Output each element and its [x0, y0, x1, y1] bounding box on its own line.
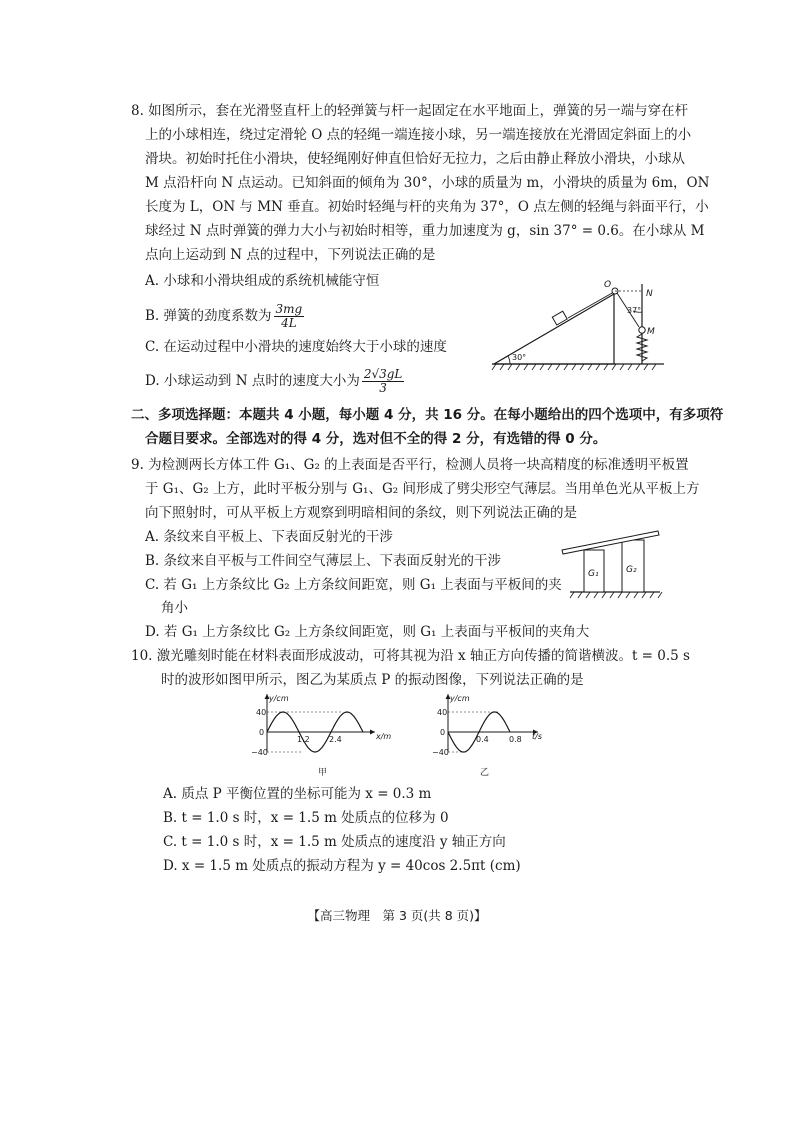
jia-caption: 甲: [318, 768, 328, 778]
section-2-heading-line-2: 合题目要求。全部选对的得 4 分，选对但不全的得 2 分，有选错的得 0 分。: [145, 431, 607, 447]
fraction-numerator: 2√3gL: [363, 367, 403, 381]
q8-option-c: C. 在运动过程中小滑块的速度始终大于小球的速度: [145, 339, 447, 355]
jia-y-bottom: −40: [251, 748, 268, 757]
q8-incline-figure: [488, 280, 668, 372]
section-2-heading-line-1: 二、多项选择题：本题共 4 小题，每小题 4 分，共 16 分。在每小题给出的四个选项中，有多项符: [131, 407, 724, 423]
q10-option-d: D. x = 1.5 m 处质点的振动方程为 y = 40cos 2.5πt (cm): [163, 858, 521, 874]
jia-tick-1: 1.2: [297, 735, 310, 744]
q8-line-3: 滑块。初始时托住小滑块，使轻绳刚好伸直但恰好无拉力，之后由静止释放小滑块，小球从: [145, 151, 685, 167]
fraction-numerator: 3mg: [275, 302, 303, 316]
rope-left: [568, 292, 614, 318]
yi-caption: 乙: [480, 768, 490, 778]
q9-option-b: B. 条纹来自平板与工件间空气薄层上、下表面反射光的干涉: [145, 553, 502, 569]
yi-y-zero: 0: [440, 728, 446, 737]
jia-ylabel: y/cm: [269, 694, 289, 703]
q10-option-b: B. t = 1.0 s 时，x = 1.5 m 处质点的位移为 0: [163, 810, 449, 826]
fraction-denominator: 4L: [281, 316, 297, 330]
q9-option-a: A. 条纹来自平板上、下表面反射光的干涉: [145, 529, 393, 545]
q9-option-d: D. 若 G₁ 上方条纹比 G₂ 上方条纹间距宽，则 G₁ 上表面与平板间的夹角大: [145, 624, 590, 640]
jia-y-zero: 0: [259, 728, 265, 737]
q10-line-2: 时的波形如图甲所示，图乙为某质点 P 的振动图像，下列说法正确的是: [161, 672, 584, 688]
graph-jia: [225, 690, 395, 780]
yi-xlabel: t/s: [532, 732, 542, 741]
angle-37-label: 37°: [627, 306, 642, 315]
q8-line-4: M 点沿杆向 N 点运动。已知斜面的倾角为 30°，小球的质量为 m，小滑块的质量为 6m，ON: [145, 175, 710, 191]
q8-option-a: A. 小球和小滑块组成的系统机械能守恒: [145, 273, 380, 289]
yi-ylabel: y/cm: [450, 694, 470, 703]
angle-30-label: 30°: [512, 353, 527, 362]
q9-line-3: 向下照射时，可从平板上方观察到明暗相间的条纹，则下列说法正确的是: [145, 505, 577, 521]
g1-label: G₁: [588, 569, 599, 579]
q9-option-c-line-1: C. 若 G₁ 上方条纹比 G₂ 上方条纹间距宽，则 G₁ 上表面与平板间的夹: [145, 577, 562, 593]
q8-option-b-fraction: [274, 303, 305, 330]
q8-line-1: 8. 如图所示，套在光滑竖直杆上的轻弹簧与杆一起固定在水平地面上，弹簧的另一端与穿在杆: [131, 103, 689, 119]
page-footer: 【高三物理 第 3 页(共 8 页)】: [307, 908, 487, 923]
yi-y-top: 40: [437, 708, 448, 717]
q9-workpiece-figure: [560, 526, 666, 602]
q8-line-6: 球经过 N 点时弹簧的弹力大小与初始时相等，重力加速度为 g，sin 37° = 0.6。在小球从 M: [145, 223, 705, 239]
graph-yi: [410, 690, 550, 780]
jia-y-top: 40: [256, 708, 267, 717]
g2-label: G₂: [626, 565, 637, 575]
jia-tick-2: 2.4: [329, 735, 342, 744]
ball-m: [639, 327, 645, 333]
q8-option-d: [145, 368, 406, 395]
q9-line-2: 于 G₁、G₂ 上方，此时平板分别与 G₁、G₂ 间形成了劈尖形空气薄层。当用单色光从平板上方: [145, 481, 700, 497]
yi-y-bottom: −40: [432, 748, 449, 757]
q8-line-5: 长度为 L，ON 与 MN 垂直。初始时轻绳与杆的夹角为 37°，O 点左侧的轻绳与斜面平行，小: [145, 199, 709, 215]
point-m-label: M: [647, 327, 655, 337]
q8-line-7: 点向上运动到 N 点的过程中，下列说法正确的是: [145, 247, 436, 263]
q8-option-b: [145, 303, 306, 330]
jia-xlabel: x/m: [376, 732, 392, 741]
q10-option-a: A. 质点 P 平衡位置的坐标可能为 x = 0.3 m: [163, 786, 432, 802]
point-n-label: N: [646, 289, 653, 299]
point-o-label: O: [604, 280, 612, 290]
q10-option-c: C. t = 1.0 s 时，x = 1.5 m 处质点的速度沿 y 轴正方向: [163, 834, 506, 850]
q8-option-d-fraction: [362, 368, 405, 395]
q8-line-2: 上的小球相连，绕过定滑轮 O 点的轻绳一端连接小球，另一端连接放在光滑固定斜面上的小: [145, 127, 692, 143]
spring: [637, 334, 647, 361]
yi-tick-2: 0.8: [509, 735, 522, 744]
q9-option-c-line-2: 角小: [161, 600, 188, 616]
q10-line-1: 10. 激光雕刻时能在材料表面形成波动，可将其视为沿 x 轴正方向传播的简谐横波。t = 0.5 s: [131, 648, 690, 664]
fraction-denominator: 3: [379, 381, 387, 395]
q8-option-b-text: B. 弹簧的劲度系数为: [145, 308, 272, 324]
q9-line-1: 9. 为检测两长方体工件 G₁、G₂ 的上表面是否平行，检测人员将一块高精度的标准透明平板置: [131, 457, 689, 473]
yi-tick-1: 0.4: [476, 735, 489, 744]
q8-option-d-text: D. 小球运动到 N 点时的速度大小为: [145, 373, 360, 389]
